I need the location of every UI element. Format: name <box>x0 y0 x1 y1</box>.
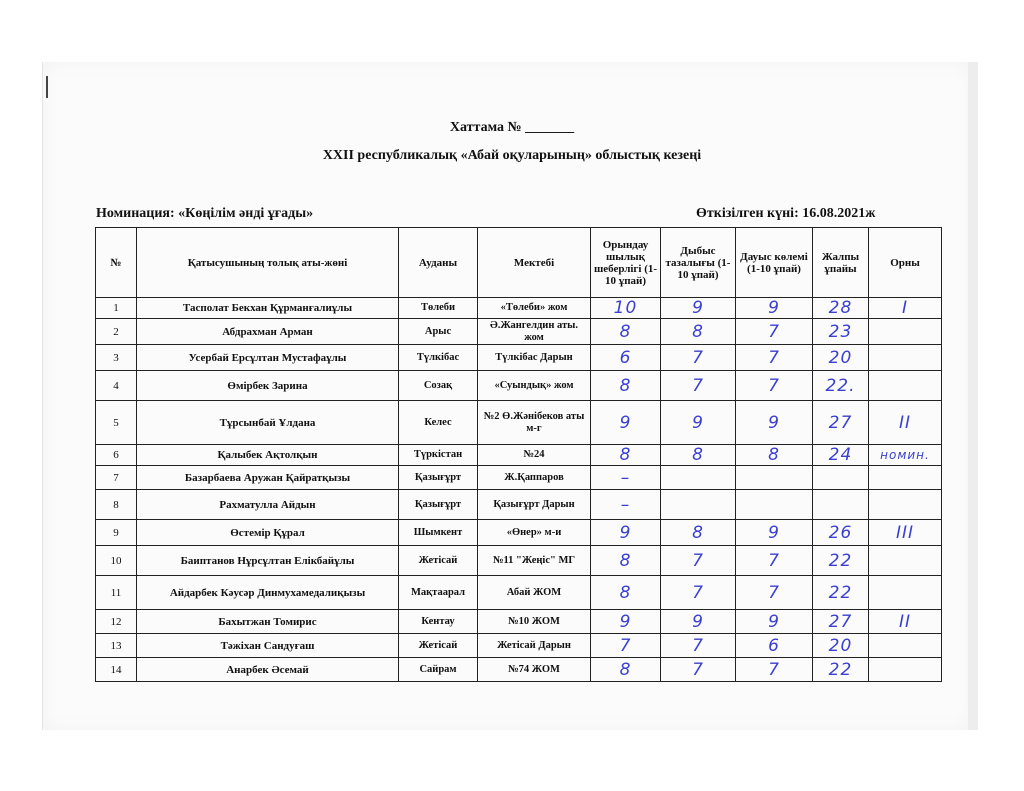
margin-mark <box>46 76 48 98</box>
school-cell: №10 ЖОМ <box>478 610 591 634</box>
district-cell: Түлкібас <box>399 345 478 371</box>
score-total: 20 <box>813 634 869 658</box>
score-sound: 9 <box>661 610 736 634</box>
score-voice <box>736 490 813 520</box>
participant-name: Тұрсынбай Ұлдана <box>137 401 399 445</box>
score-performance: 8 <box>591 445 661 466</box>
score-total: 24 <box>813 445 869 466</box>
score-sound: 7 <box>661 576 736 610</box>
score-voice: 7 <box>736 546 813 576</box>
score-total: 27 <box>813 401 869 445</box>
district-cell: Келес <box>399 401 478 445</box>
school-cell: Қазығұрт Дарын <box>478 490 591 520</box>
table-row <box>96 298 942 319</box>
score-total: 22 <box>813 576 869 610</box>
district-cell: Сайрам <box>399 658 478 682</box>
district-cell: Қазығұрт <box>399 490 478 520</box>
score-performance: 8 <box>591 371 661 401</box>
table-row <box>96 490 942 520</box>
participant-name: Тәжіхан Сандуғаш <box>137 634 399 658</box>
table-header-row <box>96 228 942 298</box>
district-cell: Арыс <box>399 319 478 345</box>
row-number: 8 <box>96 490 137 520</box>
district-cell: Жетісай <box>399 546 478 576</box>
district-cell: Мақтаарал <box>399 576 478 610</box>
participant-name: Қалыбек Ақтолқын <box>137 445 399 466</box>
table-row <box>96 319 942 345</box>
score-total: 28 <box>813 298 869 319</box>
protocol-subtitle: XXII республикалық «Абай оқуларының» облыстық кезеңі <box>322 148 702 163</box>
score-total: 26 <box>813 520 869 546</box>
score-total <box>813 466 869 490</box>
school-cell: №11 "Жеңіс" МГ <box>478 546 591 576</box>
score-sound: 7 <box>661 634 736 658</box>
score-sound: 9 <box>661 298 736 319</box>
district-cell: Жетісай <box>399 634 478 658</box>
score-performance: 8 <box>591 319 661 345</box>
col-header-voice: Дауыс көлемі (1-10 ұпай) <box>736 228 813 298</box>
score-sound: 7 <box>661 546 736 576</box>
col-header-place: Орны <box>869 228 942 298</box>
score-performance: 9 <box>591 520 661 546</box>
school-cell: Ж.Қаппаров <box>478 466 591 490</box>
row-number: 11 <box>96 576 137 610</box>
col-header-number: № <box>96 228 137 298</box>
school-cell: №74 ЖОМ <box>478 658 591 682</box>
table-row <box>96 520 942 546</box>
district-cell: Қазығұрт <box>399 466 478 490</box>
score-voice: 9 <box>736 610 813 634</box>
score-total: 22 <box>813 546 869 576</box>
score-total: 27 <box>813 610 869 634</box>
row-number: 7 <box>96 466 137 490</box>
score-voice: 6 <box>736 634 813 658</box>
col-header-total: Жалпы ұпайы <box>813 228 869 298</box>
score-performance: – <box>591 466 661 490</box>
col-header-district: Ауданы <box>399 228 478 298</box>
score-total: 22. <box>813 371 869 401</box>
score-performance: 7 <box>591 634 661 658</box>
table-row <box>96 610 942 634</box>
score-voice: 7 <box>736 319 813 345</box>
district-cell: Шымкент <box>399 520 478 546</box>
table-row <box>96 401 942 445</box>
score-total <box>813 490 869 520</box>
row-number: 6 <box>96 445 137 466</box>
participant-name: Анарбек Әсемай <box>137 658 399 682</box>
participant-name: Абдрахман Арман <box>137 319 399 345</box>
score-voice: 7 <box>736 371 813 401</box>
score-voice: 9 <box>736 298 813 319</box>
table-row <box>96 445 942 466</box>
score-sound: 7 <box>661 371 736 401</box>
school-cell: Абай ЖОМ <box>478 576 591 610</box>
place-cell: номин. <box>869 445 942 466</box>
score-total: 20 <box>813 345 869 371</box>
date-label: Өткізілген күні: 16.08.2021ж <box>696 206 876 221</box>
col-header-school: Мектебі <box>478 228 591 298</box>
table-row <box>96 634 942 658</box>
table-row <box>96 576 942 610</box>
district-cell: Түркістан <box>399 445 478 466</box>
participant-name: Тасполат Бекхан Құрманғалиұлы <box>137 298 399 319</box>
score-voice: 9 <box>736 520 813 546</box>
score-performance: – <box>591 490 661 520</box>
participant-name: Бахытжан Томирис <box>137 610 399 634</box>
district-cell: Кентау <box>399 610 478 634</box>
participant-name: Айдарбек Кәусәр Динмухамедалиқызы <box>137 576 399 610</box>
school-cell: №24 <box>478 445 591 466</box>
school-cell: №2 Ө.Жәнібеков аты м-г <box>478 401 591 445</box>
participant-name: Өстемір Құрал <box>137 520 399 546</box>
score-performance: 6 <box>591 345 661 371</box>
participant-name: Усербай Ерсұлтан Мустафаұлы <box>137 345 399 371</box>
place-cell <box>869 634 942 658</box>
score-sound: 8 <box>661 520 736 546</box>
score-total: 23 <box>813 319 869 345</box>
score-performance: 9 <box>591 610 661 634</box>
school-cell: Жетісай Дарын <box>478 634 591 658</box>
place-cell <box>869 345 942 371</box>
table-body <box>96 298 942 682</box>
score-performance: 8 <box>591 658 661 682</box>
school-cell: «Төлеби» жом <box>478 298 591 319</box>
score-sound <box>661 466 736 490</box>
participant-name: Баиптанов Нұрсұлтан Елікбайұлы <box>137 546 399 576</box>
school-cell: «Суындық» жом <box>478 371 591 401</box>
protocol-title: Хаттама № _______ <box>449 120 575 135</box>
row-number: 3 <box>96 345 137 371</box>
place-cell: III <box>869 520 942 546</box>
col-header-performance: Орындау шылық шеберлігі (1-10 ұпай) <box>591 228 661 298</box>
school-cell: Түлкібас Дарын <box>478 345 591 371</box>
place-cell: II <box>869 401 942 445</box>
score-sound: 8 <box>661 445 736 466</box>
table-row <box>96 546 942 576</box>
participant-name: Базарбаева Аружан Қайратқызы <box>137 466 399 490</box>
place-cell: I <box>869 298 942 319</box>
score-sound: 7 <box>661 345 736 371</box>
score-sound: 8 <box>661 319 736 345</box>
score-sound: 7 <box>661 658 736 682</box>
col-header-sound: Дыбыс тазалығы (1-10 ұпай) <box>661 228 736 298</box>
nomination-label: Номинация: «Көңілім әнді ұғады» <box>96 206 314 221</box>
row-number: 1 <box>96 298 137 319</box>
row-number: 9 <box>96 520 137 546</box>
place-cell: II <box>869 610 942 634</box>
score-voice: 8 <box>736 445 813 466</box>
score-performance: 9 <box>591 401 661 445</box>
district-cell: Созақ <box>399 371 478 401</box>
row-number: 12 <box>96 610 137 634</box>
results-table <box>95 227 942 682</box>
table-row <box>96 466 942 490</box>
table-row <box>96 371 942 401</box>
school-cell: «Өнер» м-и <box>478 520 591 546</box>
participant-name: Рахматулла Айдын <box>137 490 399 520</box>
school-cell: Ә.Жангелдин аты. жом <box>478 319 591 345</box>
col-header-name: Қатысушының толық аты-жөні <box>137 228 399 298</box>
score-total: 22 <box>813 658 869 682</box>
district-cell: Төлеби <box>399 298 478 319</box>
score-voice: 7 <box>736 658 813 682</box>
row-number: 14 <box>96 658 137 682</box>
score-voice: 9 <box>736 401 813 445</box>
row-number: 4 <box>96 371 137 401</box>
score-performance: 10 <box>591 298 661 319</box>
table-row <box>96 658 942 682</box>
row-number: 2 <box>96 319 137 345</box>
place-cell <box>869 490 942 520</box>
row-number: 13 <box>96 634 137 658</box>
score-sound: 9 <box>661 401 736 445</box>
score-sound <box>661 490 736 520</box>
score-performance: 8 <box>591 546 661 576</box>
place-cell <box>869 576 942 610</box>
score-voice: 7 <box>736 576 813 610</box>
score-performance: 8 <box>591 576 661 610</box>
participant-name: Өмірбек Зарина <box>137 371 399 401</box>
place-cell <box>869 466 942 490</box>
table-row <box>96 345 942 371</box>
row-number: 5 <box>96 401 137 445</box>
row-number: 10 <box>96 546 137 576</box>
place-cell <box>869 319 942 345</box>
place-cell <box>869 371 942 401</box>
place-cell <box>869 546 942 576</box>
place-cell <box>869 658 942 682</box>
score-voice: 7 <box>736 345 813 371</box>
score-voice <box>736 466 813 490</box>
